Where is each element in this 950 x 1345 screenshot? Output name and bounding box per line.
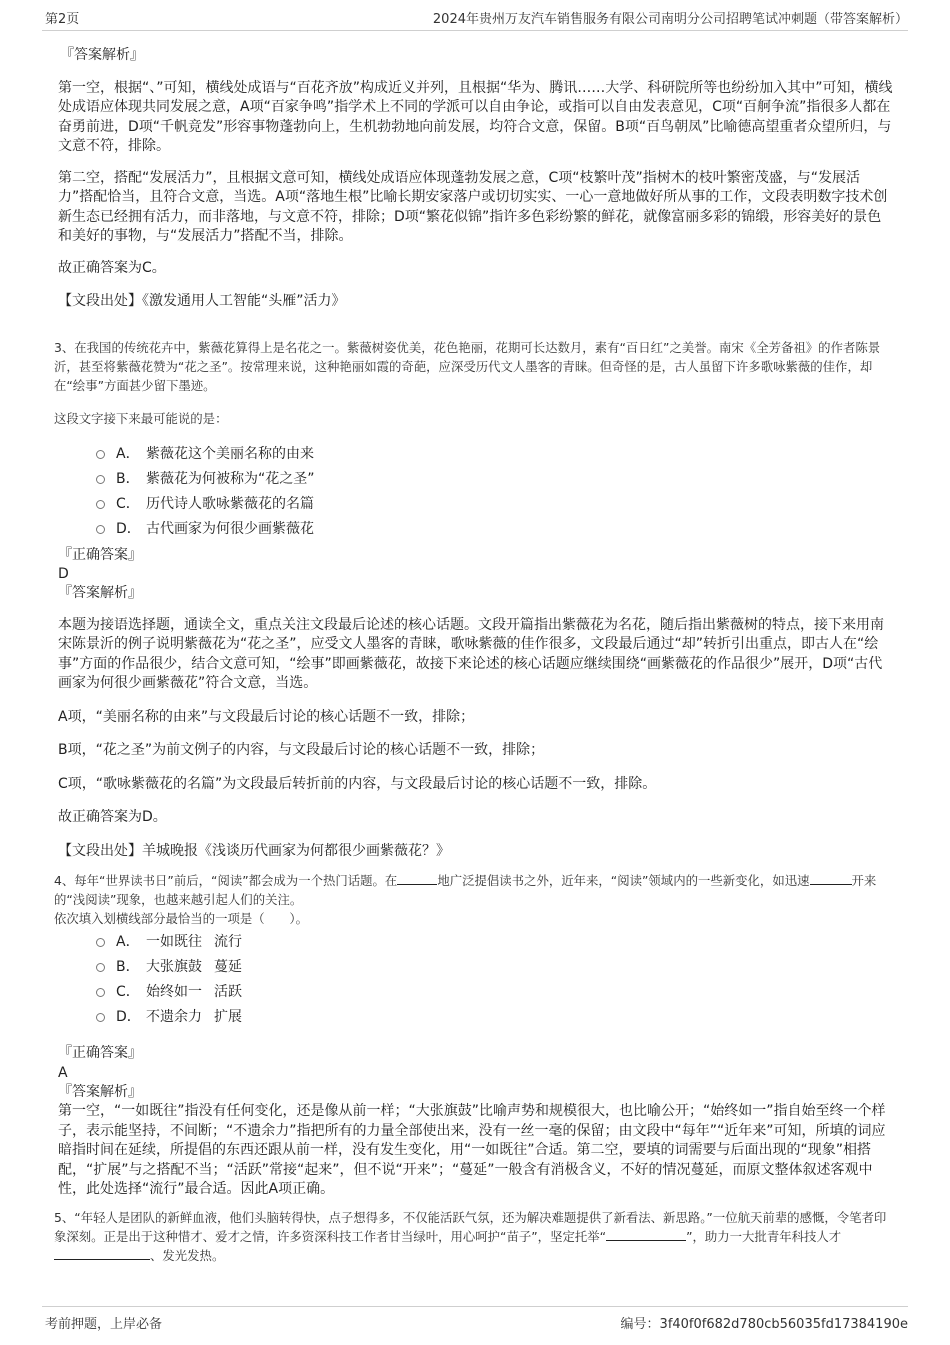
question-prompt: 依次填入划横线部分最恰当的一项是（ ）。 (54, 911, 309, 926)
option-b[interactable] (58, 467, 894, 492)
option-word-2: 流行 (214, 934, 242, 950)
option-a[interactable] (58, 442, 894, 467)
analysis-paragraph: 本题为接语选择题，通读全文，重点关注文段最后论述的核心话题。文段开篇指出紫薇花为名花，随后指出紫薇树的特点，接下来用南宋陈景沂的例子说明紫薇花为“花之圣”，应受文人墨客的青睐，歌咏紫薇的佳作很多，文段最后通过“却”转折引出重点，即古人在“绘事”方面的作品很少，结合文意可知，“绘事”即画紫薇花，故接下来论述的核心话题应继续围绕“画紫薇花的作品很少”展开，D项“古代画家为何很少画紫薇花”符合文意，当选。 (58, 616, 884, 691)
fill-blank (810, 872, 852, 885)
analysis-label: 『答案解析』 (60, 47, 144, 63)
radio-icon[interactable] (96, 500, 105, 509)
option-c[interactable] (58, 492, 894, 517)
correct-answer: A (58, 1064, 68, 1081)
correct-answer-label: 『正确答案』 (58, 1045, 142, 1061)
option-word-1: 不遗余力 (146, 1009, 202, 1025)
option-letter: B． (116, 470, 140, 487)
fill-blank (606, 1228, 686, 1241)
option-letter: B． (116, 959, 140, 975)
page-number: 第2页 (45, 12, 80, 27)
answer-conclusion: 故正确答案为C。 (58, 259, 166, 276)
stem-part: 4、每年“世界读书日”前后，“阅读”都会成为一个热门话题。在 (54, 873, 398, 888)
option-word-2: 活跃 (214, 984, 242, 1000)
footer-slogan: 考前押题，上岸必备 (45, 1317, 163, 1332)
page-content (54, 46, 894, 1265)
document-code: 编号：3f40f0f682d780cb56035fd17384190e (620, 1317, 908, 1332)
footer-divider (42, 1306, 908, 1307)
correct-answer-label: 『正确答案』 (58, 546, 142, 563)
stem-part: ”，助力一大批青年科技人才 (686, 1228, 842, 1244)
header-divider (42, 30, 908, 31)
question-stem (54, 1208, 894, 1265)
question-5 (54, 1208, 894, 1265)
analysis-paragraph: 第一空，“一如既往”指没有任何变化，还是像从前一样；“大张旗鼓”比喻声势和规模很大，也比喻公开；“始终如一”指自始至终一个样子，表示能坚持，不间断；“不遗余力”指把所有的力量全部使出来，没有一丝一毫的保留；由文段中“每年”“近年来”可知，所填的词应暗指时间在延续，所提倡的东西还跟从前一样，没有发生变化，用“一如既往”合适。第二空，要填的词需要与后面出现的“现象”相搭配，“扩展”与之搭配不当；“活跃”常接“起来”，但不说“开来”；“蔓延”一般含有消极含义，不好的情况蔓延，而原文整体叙述客观中性，此处选择“流行”最合适。因此A项正确。 (58, 1103, 886, 1197)
radio-icon[interactable] (96, 988, 105, 997)
option-word-1: 大张旗鼓 (146, 959, 202, 975)
radio-icon[interactable] (96, 1013, 105, 1022)
answer-conclusion: 故正确答案为D。 (58, 809, 167, 825)
stem-part: 地广泛提倡读书之外，近年来，“阅读”领域内的一些新变化，如迅速 (437, 873, 810, 888)
question-3 (54, 338, 894, 862)
option-word-1: 一如既往 (146, 934, 202, 950)
option-list (58, 930, 894, 1030)
option-letter: A． (116, 445, 140, 462)
option-c[interactable] (58, 980, 894, 1005)
correct-answer: D (58, 566, 69, 582)
option-text: 紫薇花这个美丽名称的由来 (146, 445, 314, 462)
stem-part: 5、“年轻人是团队的新鲜血液，他们头脑转得快，点子想得多，不仅能活跃气氛，还为解决难题提供了新看法、新思路。”一位航天前辈的感慨，令笔者印象深刻。正是出于这种惜才、爱才之情，许多资深科技工作者甘当绿叶，用心呵护“苗子”，坚定托举“ (54, 1209, 887, 1244)
analysis-label: 『答案解析』 (58, 1083, 142, 1100)
question-2-analysis (58, 46, 894, 312)
option-text: 紫薇花为何被称为“花之圣” (146, 470, 315, 487)
radio-icon[interactable] (96, 450, 105, 459)
option-letter: A． (116, 934, 140, 950)
analysis-paragraph: 第二空，搭配“发展活力”，且根据文意可知，横线处成语应体现蓬勃发展之意，C项“枝繁叶茂”指树木的枝叶繁密茂盛，与“发展活力”搭配恰当，且符合文意，当选。A项“落地生根”比喻长期安家落户或切切实实、一心一意地做好所从事的工作，文段表明数字技术创新生态已经拥有活力，而非落地，与文意不符，排除；D项“繁花似锦”指许多色彩纷繁的鲜花，就像富丽多彩的锦缎，形容美好的景色和美好的事物，与“发展活力”搭配不当，排除。 (58, 169, 888, 244)
option-text: 历代诗人歌咏紫薇花的名篇 (146, 495, 314, 512)
option-letter: D． (116, 1009, 141, 1025)
option-word-2: 扩展 (214, 1009, 242, 1025)
source-citation: 【文段出处】羊城晚报《浅谈历代画家为何都很少画紫薇花？》 (58, 842, 450, 859)
elimination-b: B项，“花之圣”为前文例子的内容，与文段最后讨论的核心话题不一致，排除； (58, 742, 545, 758)
radio-icon[interactable] (96, 963, 105, 972)
question-prompt: 这段文字接下来最可能说的是： (54, 410, 228, 426)
radio-icon[interactable] (96, 525, 105, 534)
radio-icon[interactable] (96, 475, 105, 484)
elimination-a: A项，“美丽名称的由来”与文段最后讨论的核心话题不一致，排除； (58, 708, 475, 725)
option-a[interactable] (58, 930, 894, 955)
option-list (58, 442, 894, 542)
stem-part: 、发光发热。 (150, 1247, 225, 1263)
stem-part: 开来的“浅阅读”现象，也越来越引起人们的关注。 (54, 873, 877, 907)
analysis-paragraph: 第一空，根据“、”可知，横线处成语与“百花齐放”构成近义并列，且根据“华为、腾讯……大学、科研院所等也纷纷加入其中”可知，横线处成语应体现共同发展之意，A项“百家争鸣”指学术上不同的学派可以自由争论，或指可以自由发表意见，C项“百舸争流”指很多人都在奋勇前进，D项“千帆竞发”形容事物蓬勃向上，生机勃勃地向前发展，均符合文意，保留。B项“百鸟朝凤”比喻德高望重者众望所归，与文意不符，排除。 (58, 79, 893, 154)
option-letter: C． (116, 984, 140, 1000)
option-b[interactable] (58, 955, 894, 980)
option-word-1: 始终如一 (146, 984, 202, 1000)
option-text: 古代画家为何很少画紫薇花 (146, 520, 314, 537)
fill-blank (54, 1247, 150, 1260)
question-4 (54, 871, 894, 1200)
document-title: 2024年贵州万友汽车销售服务有限公司南明分公司招聘笔试冲刺题（带答案解析） (432, 12, 908, 27)
question-stem (54, 871, 894, 909)
analysis-label: 『答案解析』 (58, 585, 142, 601)
option-letter: D． (116, 520, 141, 537)
radio-icon[interactable] (96, 938, 105, 947)
option-word-2: 蔓延 (214, 959, 242, 975)
option-d[interactable] (58, 1005, 894, 1030)
source-citation: 【文段出处】《激发通用人工智能“头雁”活力》 (58, 293, 346, 309)
option-d[interactable] (58, 517, 894, 542)
page-header (0, 0, 950, 36)
fill-blank (397, 872, 437, 885)
elimination-c: C项，“歌咏紫薇花的名篇”为文段最后转折前的内容，与文段最后讨论的核心话题不一致，排除。 (58, 775, 657, 792)
question-stem: 3、在我国的传统花卉中，紫薇花算得上是名花之一。紫薇树姿优美，花色艳丽，花期可长达数月，素有“百日红”之美誉。南宋《全芳备祖》的作者陈景沂，甚至将紫薇花赞为“花之圣”。按常理来说，这种艳丽如霞的奇葩，应深受历代文人墨客的青睐。但奇怪的是，古人虽留下许多歌咏紫薇的佳作，却在“绘事”方面甚少留下墨迹。 (54, 339, 881, 393)
option-letter: C． (116, 495, 140, 512)
